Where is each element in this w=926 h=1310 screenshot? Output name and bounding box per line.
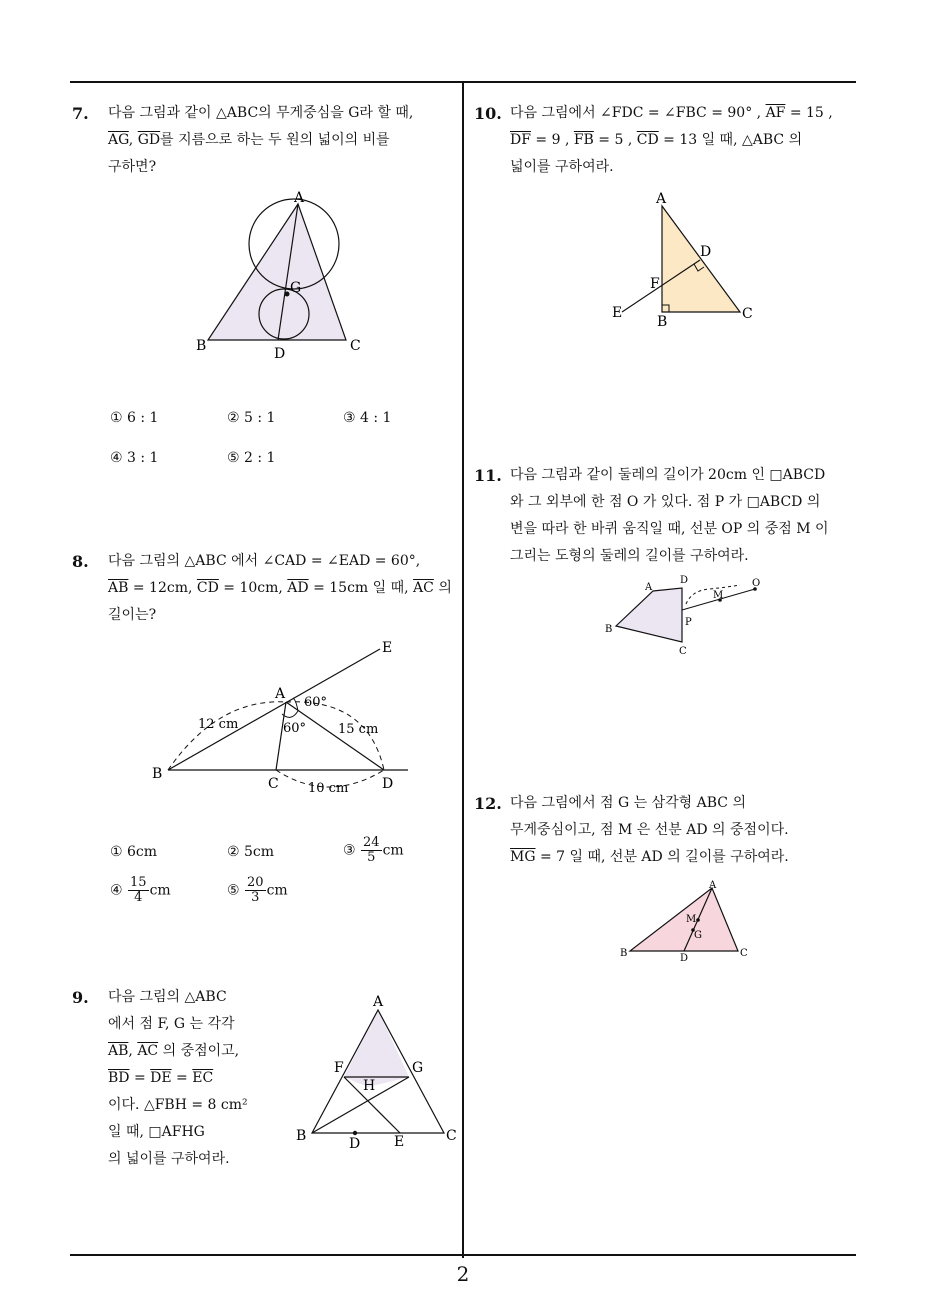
quad-abcd (616, 588, 682, 642)
label-len-cd: 10 cm (308, 781, 349, 796)
label-c: C (679, 646, 687, 657)
label-b: B (620, 948, 628, 959)
label-m: M (713, 590, 724, 601)
question-number: 11. (474, 466, 502, 485)
label-angle-cad: 60° (283, 721, 307, 736)
label-g: G (412, 1060, 424, 1076)
label-e: E (612, 305, 623, 321)
choice-5[interactable]: ⑤ $\frac{20}{3}$ cm (227, 875, 288, 905)
figure-q9-triangle (296, 990, 466, 1155)
label-e: E (394, 1134, 405, 1150)
label-h: H (363, 1078, 376, 1094)
choice-2[interactable]: ② 5cm (227, 844, 275, 860)
label-b: B (196, 338, 207, 354)
question-number: 9. (72, 988, 89, 1007)
choice-2[interactable]: ② 5 : 1 (227, 410, 276, 426)
figure-q8-triangle (148, 636, 418, 801)
fraction: $\frac{15}{4}$ (130, 875, 147, 905)
label-b: B (152, 766, 163, 782)
choice-1[interactable]: ① 6cm (110, 844, 158, 860)
label-m: M (686, 914, 697, 925)
label-p: P (685, 617, 692, 628)
point-d (353, 1131, 357, 1135)
choice-3[interactable]: ③ $\frac{24}{5}$ cm (343, 835, 404, 865)
figure-q10-triangle (610, 190, 760, 330)
question-text: 다음 그림의 △ABC 에서 점 F, G 는 각각 $\overline{AB}$, $\overline{AC}$ 의 중점이고, $\overline{BD} = \overline{DE} = \overline{EC}$ 이다. △FBH = 8 cm² 일 때, □AFHG 의 넓이를 구하여라. (108, 989, 248, 1167)
question-7 (72, 100, 457, 181)
figure-q11-quadrilateral (600, 572, 770, 662)
label-a: A (645, 582, 653, 593)
choice-5[interactable]: ⑤ 2 : 1 (227, 450, 276, 466)
question-text: 다음 그림과 같이 △ABC의 무게중심을 G라 할 때, $\overline{AG}$, $\overline{GD}$를 지름으로 하는 두 원의 넓이의 비를 구하면? (108, 105, 414, 175)
label-a: A (709, 880, 717, 891)
label-a: A (373, 994, 384, 1010)
choice-4[interactable]: ④ $\frac{15}{4}$ cm (110, 875, 171, 905)
label-o: O (752, 578, 761, 589)
triangle-abc (208, 204, 346, 340)
label-d: D (680, 575, 689, 586)
question-text: 다음 그림과 같이 둘레의 길이가 20cm 인 □ABCD 와 그 외부에 한 점 O 가 있다. 점 P 가 □ABCD 의 변을 따라 한 바퀴 움직일 때, 선분 OP 의 중점 M 이 그리는 도형의 둘레의 길이를 구하여라. (510, 467, 829, 564)
label-d: D (680, 953, 689, 964)
label-c: C (350, 338, 361, 354)
label-e: E (382, 640, 393, 656)
question-number: 12. (474, 794, 502, 813)
fraction: $\frac{24}{5}$ (363, 835, 380, 865)
question-9 (72, 984, 272, 1173)
label-c: C (742, 306, 753, 322)
choice-1[interactable]: ① 6 : 1 (110, 410, 159, 426)
label-a: A (294, 190, 305, 206)
label-a: A (275, 686, 286, 702)
point-m (696, 918, 700, 922)
figure-q12-triangle (616, 878, 756, 963)
label-c: C (446, 1128, 457, 1144)
label-d: D (274, 346, 286, 362)
question-11 (474, 462, 859, 570)
question-text: 다음 그림에서 ∠FDC = ∠FBC = 90° , $\overline{AF} = 15$ , $\overline{DF} = 9$ , $\overline{FB} = 5$ , $\overline{CD} = 13$ 일 때, △ABC 의 넓이를 구하여라. (510, 105, 833, 175)
label-c: C (268, 776, 279, 792)
label-a: A (656, 191, 667, 207)
choice-4[interactable]: ④ 3 : 1 (110, 450, 159, 466)
question-8 (72, 548, 457, 629)
fraction: $\frac{20}{3}$ (247, 875, 264, 905)
question-text: 다음 그림의 △ABC 에서 ∠CAD = ∠EAD = 60°, $\overline{AB} = 12cm$, $\overline{CD} = 10cm$, $\overline{AD} = 15cm$ 일 때, $\overline{AC}$ 의 길이는? (108, 553, 452, 623)
triangle-abc (630, 888, 738, 951)
label-b: B (657, 314, 668, 330)
label-b: B (605, 624, 613, 635)
question-number: 7. (72, 104, 89, 123)
segment-ac (276, 702, 286, 770)
point-g (285, 292, 290, 297)
question-number: 8. (72, 552, 89, 571)
label-f: F (650, 276, 660, 292)
choice-3[interactable]: ③ 4 : 1 (343, 410, 392, 426)
label-d: D (700, 244, 712, 260)
label-angle-ead: 60° (304, 695, 328, 710)
question-10 (474, 100, 859, 181)
bottom-rule (70, 1254, 856, 1256)
label-len-ad: 15 cm (338, 722, 379, 737)
label-c: C (740, 948, 748, 959)
label-d: D (382, 776, 394, 792)
label-f: F (334, 1060, 344, 1076)
figure-q7-triangle-circles (190, 188, 380, 368)
line-be (168, 649, 380, 770)
label-g: G (290, 280, 302, 296)
page-number: 2 (456, 1262, 470, 1286)
question-number: 10. (474, 104, 502, 123)
question-text: 다음 그림에서 점 G 는 삼각형 ABC 의 무게중심이고, 점 M 은 선분 AD 의 중점이다. $\overline{MG} = 7$ 일 때, 선분 AD 의 길이를 구하여라. (510, 795, 789, 865)
question-12 (474, 790, 859, 871)
label-len-ab: 12 cm (198, 717, 239, 732)
label-g: G (694, 930, 702, 941)
label-b: B (296, 1128, 307, 1144)
label-d: D (349, 1136, 361, 1152)
